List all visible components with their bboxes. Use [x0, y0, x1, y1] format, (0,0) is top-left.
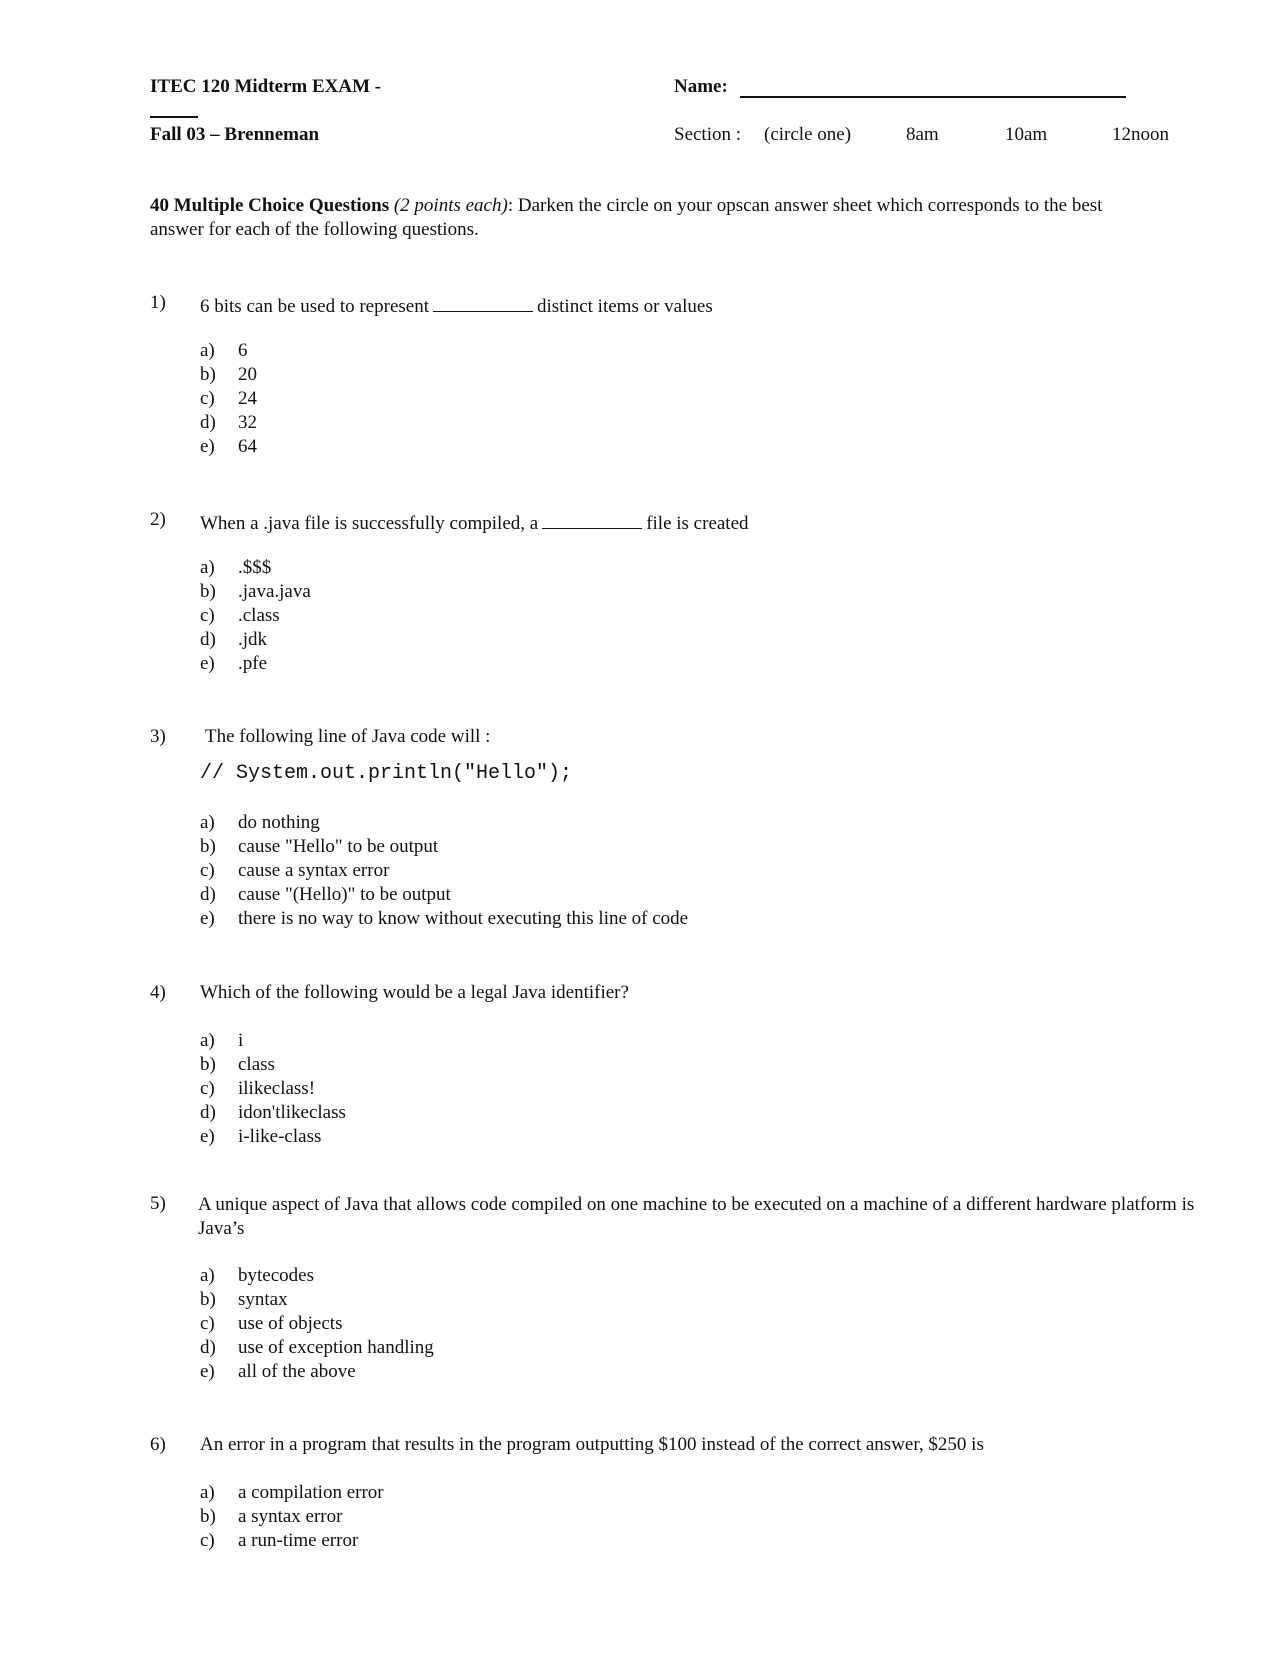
term-line: Fall 03 – Brenneman — [150, 124, 320, 145]
option-text: do nothing — [238, 812, 320, 833]
option-text: 64 — [238, 436, 257, 457]
option-letter: b) — [200, 1506, 216, 1527]
option-text: 32 — [238, 412, 257, 433]
question-5-text: A unique aspect of Java that allows code compiled on one machine to be executed on a machine of a different hardware platform is Java’s — [198, 1194, 1195, 1239]
question-1-number: 1) — [150, 292, 166, 313]
option-letter: e) — [200, 436, 215, 457]
option-letter: c) — [200, 605, 215, 626]
option-letter: e) — [200, 1126, 215, 1147]
option-text: 24 — [238, 388, 257, 409]
option-text: a syntax error — [238, 1506, 343, 1527]
section-label: Section : — [674, 124, 742, 145]
question-6-text: An error in a program that results in the program outputting $100 instead of the correct answer, $250 is — [200, 1434, 984, 1455]
option-text: use of objects — [238, 1313, 343, 1334]
instructions — [150, 194, 1130, 242]
circle-one-note: (circle one) — [764, 124, 852, 145]
question-3-number: 3) — [150, 726, 166, 747]
name-label: Name: — [674, 76, 728, 97]
fill-blank-line — [542, 509, 642, 529]
question-1-text: 6 bits can be used to represent distinct items or values — [200, 292, 713, 318]
option-text: cause "(Hello)" to be output — [238, 884, 451, 905]
question-3-text: The following line of Java code will : — [205, 726, 491, 747]
question-4-number: 4) — [150, 982, 166, 1003]
section-option-8am: 8am — [906, 124, 939, 145]
option-text: 6 — [238, 340, 248, 361]
option-text: .pfe — [238, 653, 268, 674]
option-letter: d) — [200, 1337, 216, 1358]
option-letter: b) — [200, 581, 216, 602]
option-letter: b) — [200, 1054, 216, 1075]
option-text: .class — [238, 605, 280, 626]
option-letter: e) — [200, 653, 215, 674]
option-letter: a) — [200, 812, 215, 833]
question-2-text: When a .java file is successfully compiled, a file is created — [200, 509, 749, 535]
instructions-text: : Darken the circle on your opscan answer sheet which corresponds to the best answer for each of the following questions. — [150, 195, 1103, 240]
option-letter: b) — [200, 364, 216, 385]
option-text: class — [238, 1054, 275, 1075]
title-underline-divider — [150, 116, 198, 118]
name-blank-line — [740, 96, 1126, 98]
option-letter: b) — [200, 1289, 216, 1310]
option-text: there is no way to know without executing this line of code — [238, 908, 689, 929]
option-letter: a) — [200, 1030, 215, 1051]
option-text: bytecodes — [238, 1265, 314, 1286]
option-text: cause "Hello" to be output — [238, 836, 439, 857]
option-text: .java.java — [238, 581, 311, 602]
code-snippet: // System.out.println("Hello"); — [200, 762, 573, 785]
option-text: .$$$ — [238, 557, 272, 578]
section-option-10am: 10am — [1005, 124, 1048, 145]
option-letter: a) — [200, 557, 215, 578]
option-text: i — [238, 1030, 244, 1051]
option-letter: e) — [200, 1361, 215, 1382]
option-text: 20 — [238, 364, 257, 385]
option-text: cause a syntax error — [238, 860, 390, 881]
instructions-title: 40 Multiple Choice Questions — [150, 195, 390, 216]
question-6-number: 6) — [150, 1434, 166, 1455]
option-text: i-like-class — [238, 1126, 322, 1147]
option-letter: d) — [200, 884, 216, 905]
option-letter: a) — [200, 1482, 215, 1503]
option-text: ilikeclass! — [238, 1078, 316, 1099]
option-letter: d) — [200, 629, 216, 650]
option-letter: d) — [200, 412, 216, 433]
option-letter: c) — [200, 1078, 215, 1099]
option-text: all of the above — [238, 1361, 356, 1382]
option-letter: e) — [200, 908, 215, 929]
option-text: use of exception handling — [238, 1337, 434, 1358]
option-text: syntax — [238, 1289, 288, 1310]
option-text: idon'tlikeclass — [238, 1102, 346, 1123]
option-letter: b) — [200, 836, 216, 857]
fill-blank-line — [433, 292, 533, 312]
option-letter: c) — [200, 388, 215, 409]
option-letter: c) — [200, 860, 215, 881]
option-text: a run-time error — [238, 1530, 359, 1551]
option-letter: a) — [200, 1265, 215, 1286]
option-letter: c) — [200, 1530, 215, 1551]
question-2-number: 2) — [150, 509, 166, 530]
option-letter: d) — [200, 1102, 216, 1123]
option-letter: a) — [200, 340, 215, 361]
section-option-12noon: 12noon — [1112, 124, 1169, 145]
question-4-text: Which of the following would be a legal Java identifier? — [200, 982, 629, 1003]
instructions-points: (2 points each) — [393, 195, 508, 216]
option-text: .jdk — [238, 629, 268, 650]
option-letter: c) — [200, 1313, 215, 1334]
option-text: a compilation error — [238, 1482, 384, 1503]
exam-title: ITEC 120 Midterm EXAM - — [150, 76, 382, 97]
question-5-number: 5) — [150, 1193, 166, 1214]
